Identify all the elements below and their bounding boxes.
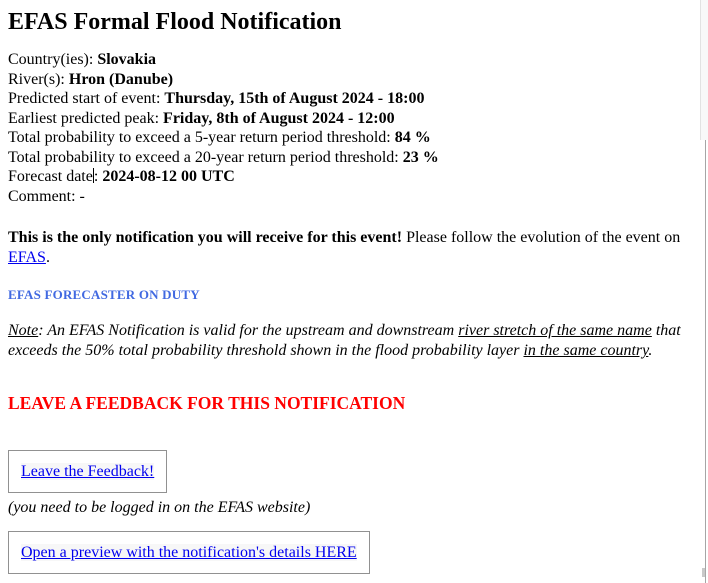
- detail-value: Friday, 8th of August 2024 - 12:00: [163, 109, 395, 127]
- detail-row-prob-20yr: [8, 148, 698, 168]
- detail-row-country: [8, 50, 698, 70]
- follow-evolution-text: Please follow the evolution of the event on: [402, 229, 681, 246]
- detail-label: Predicted start of event:: [8, 90, 165, 107]
- leave-feedback-link[interactable]: Leave the Feedback!: [21, 463, 155, 480]
- detail-row-forecast-date: [8, 167, 698, 187]
- event-follow-paragraph: [8, 228, 698, 267]
- detail-row-peak: [8, 109, 698, 129]
- note-label: Note: [8, 322, 39, 339]
- preview-button-row: [8, 531, 698, 574]
- scrollbar-thumb[interactable]: [700, 0, 708, 140]
- open-preview-link[interactable]: Open a preview with the notification's details HERE: [21, 543, 357, 561]
- feedback-heading: LEAVE A FEEDBACK FOR THIS NOTIFICATION: [8, 393, 406, 413]
- detail-value: 23 %: [402, 148, 439, 166]
- detail-label: River(s):: [8, 70, 69, 88]
- detail-value: Thursday, 15th of August 2024 - 18:00: [164, 90, 425, 107]
- event-details: [8, 50, 698, 206]
- preview-button-box: [8, 531, 370, 574]
- feedback-button-box: [8, 450, 167, 493]
- detail-label: Country(ies):: [8, 51, 98, 68]
- period-after-link: .: [45, 248, 50, 266]
- detail-value: 84 %: [394, 129, 431, 146]
- efas-link[interactable]: EFAS: [8, 248, 46, 266]
- detail-row-start: [8, 89, 698, 109]
- detail-row-comment: Comment: -: [8, 187, 85, 205]
- login-requirement-note: (you need to be logged in on the EFAS website): [8, 499, 311, 516]
- detail-value: 2024-08-12 00 UTC: [102, 168, 235, 185]
- note-underline-river-stretch: river stretch of the same name: [458, 322, 652, 339]
- detail-value: Slovakia: [97, 51, 157, 68]
- border-notch: [702, 568, 705, 577]
- detail-separator: :: [93, 168, 103, 185]
- detail-label: Earliest predicted peak:: [8, 109, 164, 127]
- only-notification-text: This is the only notification you will receive for this event!: [8, 229, 403, 246]
- content-right-border: [705, 140, 706, 583]
- note-text-1: : An EFAS Notification is valid for the upstream and downstream: [38, 322, 459, 339]
- note-text-4: .: [648, 342, 653, 359]
- detail-label: Total probability to exceed a 20-year return period threshold:: [8, 148, 403, 166]
- detail-row-river: [8, 70, 698, 90]
- detail-label: Forecast date: [8, 168, 93, 185]
- detail-row-prob-5yr: [8, 128, 698, 148]
- forecaster-on-duty-heading: EFAS FORECASTER ON DUTY: [8, 287, 200, 302]
- page-title: EFAS Formal Flood Notification: [8, 9, 342, 35]
- note-text-2: that: [651, 322, 681, 339]
- validity-note: [8, 321, 698, 361]
- detail-value: Hron (Danube): [68, 70, 174, 88]
- note-text-3: exceeds the 50% total probability threshold shown in the flood probability layer: [8, 342, 524, 359]
- feedback-button-row: [8, 450, 698, 493]
- detail-label: Total probability to exceed a 5-year return period threshold:: [8, 129, 395, 146]
- note-underline-same-country: in the same country: [523, 342, 649, 359]
